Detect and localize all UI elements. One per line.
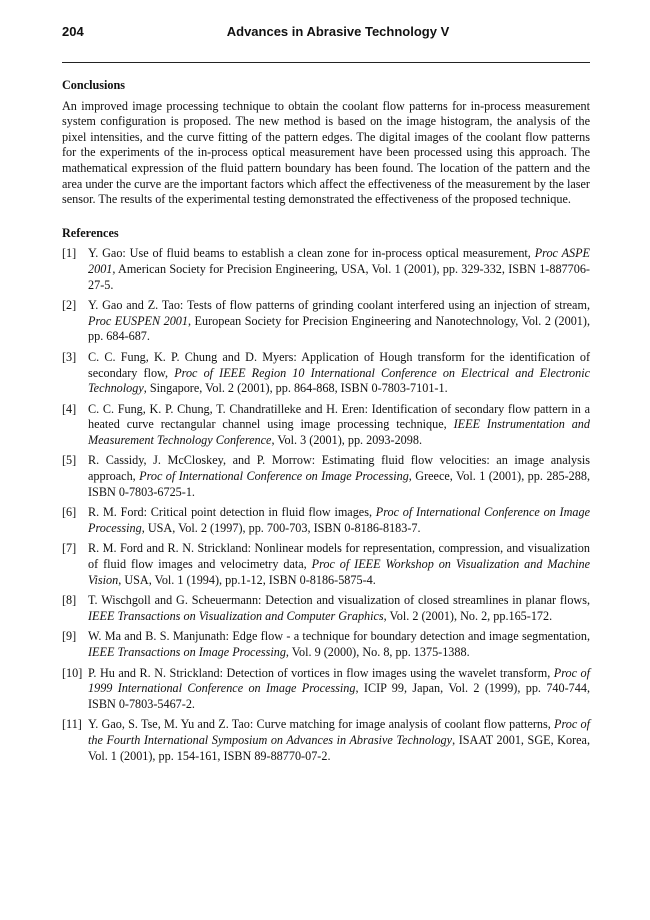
references-heading: References <box>62 225 119 240</box>
reference-number: [11] <box>62 717 82 732</box>
reference-item: [3] C. C. Fung, K. P. Chung and D. Myers: Application of Hough transform for the identification of secondary flow, Proc of IEEE Region 10 International Conference on Electrical and Electronic Technology, Singapore, Vol. 2 (2001), pp. 864-868, ISBN 0-7803-7101-1. <box>62 349 590 396</box>
reference-venue: IEEE Instrumentation and Measurement Technology Conference <box>88 417 590 447</box>
running-head <box>62 24 590 44</box>
reference-venue: Proc of IEEE Region 10 International Conference on Electrical and Electronic Technology <box>88 365 590 396</box>
reference-number: [7] <box>62 541 77 556</box>
reference-venue: Proc of International Conference on Image Processing <box>139 469 409 484</box>
reference-item: [1] Y. Gao: Use of fluid beams to establish a clean zone for in-process optical measurement, Proc ASPE 2001, American Society for Precision Engineering, USA, Vol. 1 (2001), pp. 329-332, ISBN 1-887706-27-5. <box>62 246 590 292</box>
conclusions-paragraph: An improved image processing technique to obtain the coolant flow patterns for in-process measurement system configuration is proposed. The new method is based on the image histogram, the analysis of the pixel intensities, and the curve fitting of the pattern edges. The digital images of the coolant flow patterns for the experiments of the in-process optical measurement have been processed using this approach. The mathematical expression of the fluid pattern boundary has been found. The location of the pattern and the area under the curve are the important factors which affect the effectiveness of the measurement by the laser sensor. The results of the experimental testing demonstrated the effectiveness of the proposed technique. <box>62 98 590 207</box>
reference-item: [11] Y. Gao, S. Tse, M. Yu and Z. Tao: Curve matching for image analysis of coolant flow patterns, Proc of the Fourth International Symposium on Advances in Abrasive Technology, ISAAT 2001, SGE, Korea, Vol. 1 (2001), pp. 154-161, ISBN 89-88770-07-2. <box>62 717 591 763</box>
journal-title: Advances in Abrasive Technology V <box>226 24 450 39</box>
reference-venue: IEEE Transactions on Visualization and Computer Graphics <box>88 608 384 623</box>
reference-number: [5] <box>62 453 77 468</box>
reference-venue: Proc of IEEE Workshop on Visualization and Machine Vision <box>88 557 590 587</box>
reference-item: [5] R. Cassidy, J. McCloskey, and P. Morrow: Estimating fluid flow velocities: an image analysis approach, Proc of International Conference on Image Processing, Greece, Vol. 1 (2001), pp. 285-288, ISBN 0-7803-6725-1. <box>62 453 590 499</box>
reference-item: [8] T. Wischgoll and G. Scheuermann: Detection and visualization of closed streamlines in planar flows, IEEE Transactions on Visualization and Computer Graphics, Vol. 2 (2001), No. 2, pp.165-172. <box>62 593 590 623</box>
reference-number: [10] <box>62 665 83 680</box>
reference-item: [4] C. C. Fung, K. P. Chung, T. Chandratilleke and H. Eren: Identification of secondary flow pattern in a heated curve rectangular channel using image processing technique, IEEE Instrumentation and Measurement Technology Conference, Vol. 3 (2001), pp. 2093-2098. <box>62 401 590 447</box>
reference-venue: IEEE Transactions on Image Processing <box>88 645 286 659</box>
reference-number: [3] <box>62 349 77 364</box>
reference-number: [9] <box>62 629 77 644</box>
reference-venue: Proc ASPE 2001 <box>88 246 590 276</box>
reference-venue: Proc of the Fourth International Symposium on Advances in Abrasive Technology <box>88 717 591 747</box>
reference-number: [6] <box>62 505 77 520</box>
reference-venue: Proc of International Conference on Image Processing <box>88 505 590 535</box>
reference-number: [1] <box>62 246 77 261</box>
reference-venue: Proc EUSPEN 2001 <box>88 313 188 328</box>
reference-list <box>62 246 590 764</box>
page-number: 204 <box>62 24 84 39</box>
reference-number: [2] <box>62 298 77 313</box>
reference-item: [6] R. M. Ford: Critical point detection in fluid flow images, Proc of International Conference on Image Processing, USA, Vol. 2 (1997), pp. 700-703, ISBN 0-8186-8183-7. <box>62 505 590 535</box>
conclusions-heading: Conclusions <box>62 78 125 92</box>
header-rule <box>62 62 590 63</box>
reference-item: [2] Y. Gao and Z. Tao: Tests of flow patterns of grinding coolant interfered using an injection of stream, Proc EUSPEN 2001, European Society for Precision Engineering and Nanotechnology, Vol. 2 (2001), pp. 684-687. <box>62 298 590 344</box>
reference-venue: Proc of 1999 International Conference on Image Processing <box>88 665 590 696</box>
reference-item: [9] W. Ma and B. S. Manjunath: Edge flow - a technique for boundary detection and image segmentation, IEEE Transactions on Image Processing, Vol. 9 (2000), No. 8, pp. 1375-1388. <box>62 629 590 659</box>
reference-item: [7] R. M. Ford and R. N. Strickland: Nonlinear models for representation, compression, and visualization of fluid flow images and velocimetry data, Proc of IEEE Workshop on Visualization and Machine Vision, USA, Vol. 1 (1994), pp.1-12, ISBN 0-8186-5875-4. <box>62 541 590 587</box>
page-body <box>62 78 590 769</box>
reference-number: [4] <box>62 401 77 416</box>
reference-item: [10] P. Hu and R. N. Strickland: Detection of vortices in flow images using the wavelet transform, Proc of 1999 International Conference on Image Processing, ICIP 99, Japan, Vol. 2 (1999), pp. 740-744, ISBN 0-7803-5467-2. <box>62 665 590 711</box>
reference-number: [8] <box>62 593 77 608</box>
